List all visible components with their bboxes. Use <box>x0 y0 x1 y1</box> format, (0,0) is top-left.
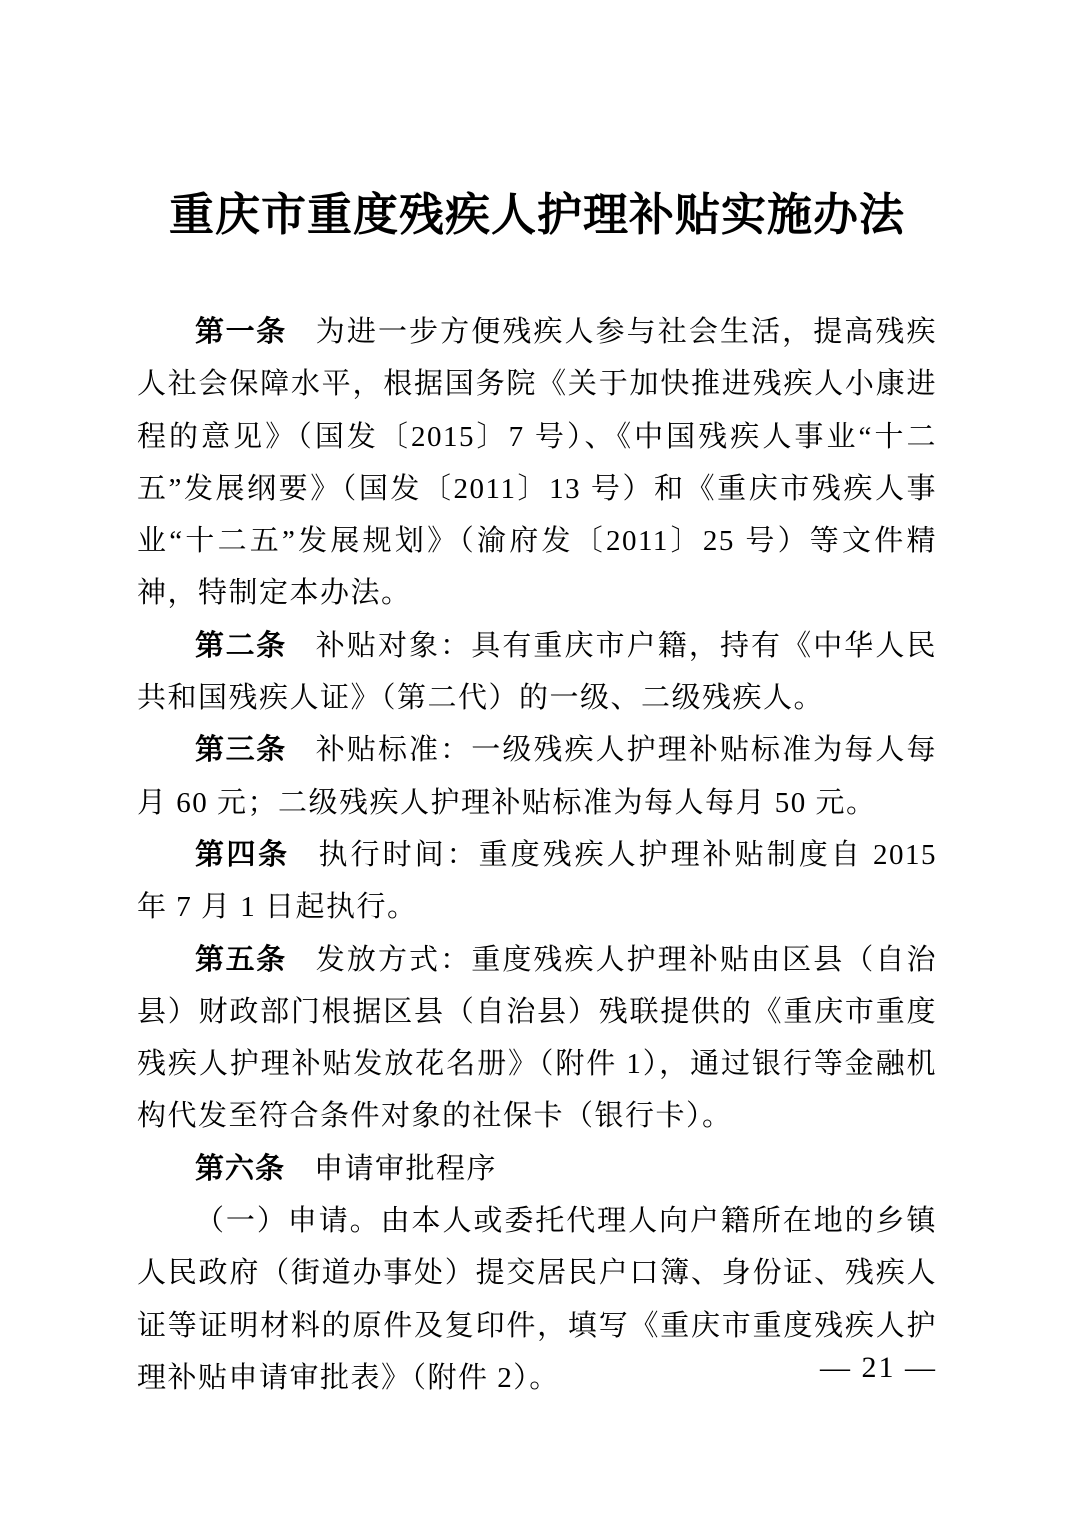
article-4-number: 第四条 <box>195 838 290 871</box>
article-5-text: 发放方式：重度残疾人护理补贴由区县（自治县）财政部门根据区县（自治县）残联提供的《重庆市重度残疾人护理补贴发放花名册》（附件 1），通过银行等金融机构代发至符合条件对象的社保卡（银行卡）。 <box>137 943 937 1133</box>
article-1-text: 为进一步方便残疾人参与社会生活，提高残疾人社会保障水平，根据国务院《关于加快推进残疾人小康进程的意见》（国发〔2015〕7 号）、《中国残疾人事业“十二五”发展纲要》（国发〔2011〕13 号）和《重庆市残疾人事业“十二五”发展规划》（渝府发〔2011〕25 号）等文件精神，特制定本办法。 <box>137 316 937 610</box>
article-6 <box>137 1143 937 1195</box>
article-2 <box>137 620 937 725</box>
document-title: 重庆市重度残疾人护理补贴实施办法 <box>168 190 905 240</box>
article-5-number: 第五条 <box>195 943 287 976</box>
document-body <box>137 306 937 1404</box>
article-3 <box>137 724 937 829</box>
article-4 <box>137 829 937 934</box>
article-5 <box>137 934 937 1143</box>
article-6-text: 申请审批程序 <box>314 1152 498 1185</box>
article-2-number: 第二条 <box>195 629 287 662</box>
article-1-number: 第一条 <box>195 316 287 348</box>
article-6-item-1-text: （一）申请。由本人或委托代理人向户籍所在地的乡镇人民政府（街道办事处）提交居民户口簿、身份证、残疾人证等证明材料的原件及复印件，填写《重庆市重度残疾人护理补贴申请审批表》（附件 2）。 <box>137 1205 937 1394</box>
article-6-number: 第六条 <box>195 1152 286 1185</box>
page-number: — 21 — <box>820 1351 937 1384</box>
article-6-item-1 <box>137 1195 937 1404</box>
article-3-text: 补贴标准：一级残疾人护理补贴标准为每人每月 60 元；二级残疾人护理补贴标准为每人每月 50 元。 <box>137 734 937 819</box>
article-4-text: 执行时间：重度残疾人护理补贴制度自 2015 年 7 月 1 日起执行。 <box>137 838 937 924</box>
article-2-text: 补贴对象：具有重庆市户籍，持有《中华人民共和国残疾人证》（第二代）的一级、二级残疾人。 <box>137 629 937 715</box>
article-3-number: 第三条 <box>195 734 287 767</box>
article-1 <box>137 306 937 620</box>
